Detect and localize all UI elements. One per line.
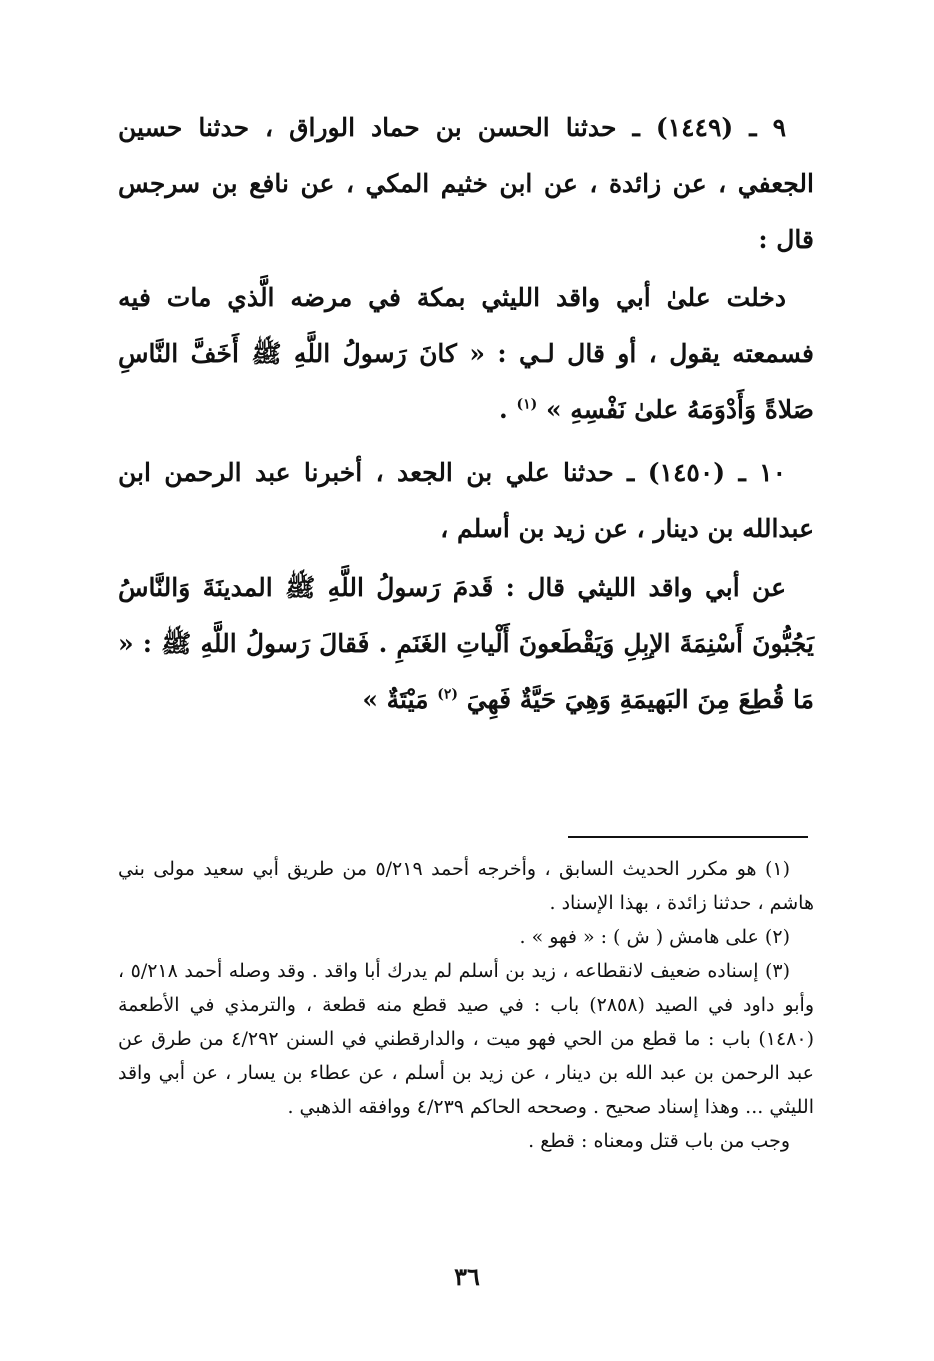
hadith-10-isnad-text: ١٠ ـ (١٤٥٠) ـ حدثنا علي بن الجعد ، أخبرنا عبد الرحمن ابن عبدالله بن دينار ، عن زيد بن أسلم ،	[118, 458, 814, 543]
hadith-10-matn-end: مَيْتَةٌ »	[362, 685, 438, 714]
hadith-9-isnad-text: ٩ ـ (١٤٤٩) ـ حدثنا الحسن بن حماد الوراق ، حدثنا حسين الجعفي ، عن زائدة ، عن ابن خثيم المكي ، عن نافع بن سرجس قال :	[118, 113, 814, 254]
footnote-1: (١) هو مكرر الحديث السابق ، وأخرجه أحمد ٥/٢١٩ من طريق أبي سعيد مولى بني هاشم ، حدثنا زائدة ، بهذا الإسناد .	[118, 858, 814, 914]
footnotes	[118, 852, 814, 1158]
hadith-10-matn	[118, 560, 814, 728]
footnote-divider	[568, 836, 808, 838]
hadith-9-matn-paragraph	[118, 270, 814, 438]
hadith-10-matn-paragraph	[118, 560, 814, 728]
footnote-ref-2: (٢)	[437, 686, 459, 703]
footnote-3-continuation: وجب من باب قتل ومعناه : قطع .	[528, 1130, 790, 1152]
hadith-9-matn	[118, 270, 814, 438]
footnote-3: (٣) إسناده ضعيف لانقطاعه ، زيد بن أسلم لم يدرك أبا واقد . وقد وصله أحمد ٥/٢١٨ ، وأبو داود في الصيد (٢٨٥٨) باب : في صيد قطع منه قطعة ، والترمذي في الأطعمة (١٤٨٠) باب : ما قطع من الحي فهو ميت ، والدارقطني في السنن ٤/٢٩٢ من طرق عن عبد الرحمن بن عبد الله بن دينار ، عن زيد بن أسلم ، عن عطاء بن يسار ، عن أبي واقد الليثي ... وهذا إسناد صحيح . وصححه الحاكم ٤/٢٣٩ ووافقه الذهبي .	[118, 960, 814, 1118]
hadith-9-isnad	[118, 100, 814, 268]
hadith-9-matn-text: دخلت علىٰ أبي واقد الليثي بمكة في مرضه الَّذي مات فيه فسمعته يقول ، أو قال لـي : « كانَ رَسولُ اللَّهِ ﷺ أَخَفَّ النَّاسِ صَلاةً وَأَدْوَمَهُ علىٰ نَفْسِهِ »	[118, 283, 814, 424]
footnote-ref-1: (١)	[516, 396, 538, 413]
hadith-10-isnad	[118, 445, 814, 557]
hadith-9-matn-end: .	[499, 395, 517, 424]
page-number: ٣٦	[454, 1262, 480, 1291]
footnote-2: (٢) على هامش ( ش ) : « فهو » .	[519, 926, 790, 948]
hadith-10-matn-text: عن أبي واقد الليثي قال : قَدمَ رَسولُ اللَّهِ ﷺ المدينَةَ وَالنَّاسُ يَجُبُّونَ أَسْنِمَةَ الإبِلِ وَيَقْطَعونَ أَلْياتِ الغَنَمِ . فَقالَ رَسولُ اللَّهِ ﷺ : « مَا قُطِعَ مِنَ البَهيمَةِ وَهِيَ حَيَّةٌ فَهِيَ	[118, 573, 814, 714]
